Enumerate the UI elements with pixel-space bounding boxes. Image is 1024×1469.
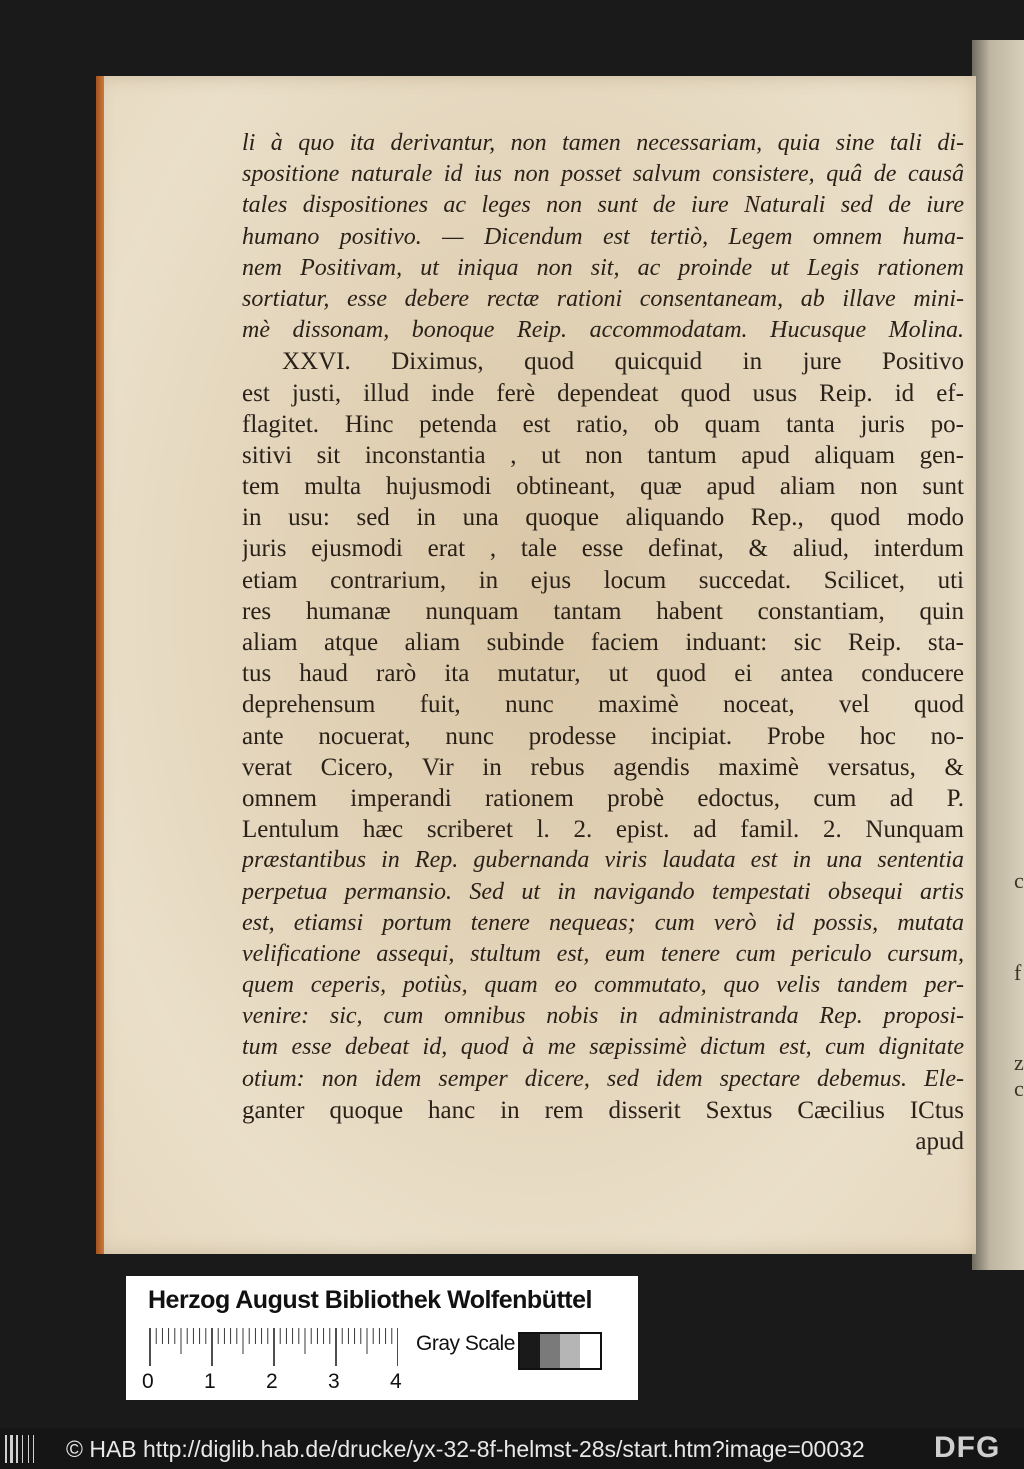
ruler-number: 4 (390, 1370, 402, 1393)
text-line: velificatione assequi, stultum est, eum tenere cum periculo cursum, (242, 940, 964, 967)
gray-swatch (580, 1334, 600, 1368)
ruler-number: 2 (266, 1370, 278, 1393)
text-line: Lentulum hæc scriberet l. 2. epist. ad famil. 2. Nunquam (242, 816, 964, 844)
ruler-number: 1 (204, 1370, 216, 1393)
footer-bar (0, 1428, 1024, 1469)
text-line: flagitet. Hinc petenda est ratio, ob quam tanta juris po- (242, 410, 964, 438)
text-line: quem ceperis, potiùs, quam eo commutato, quo velis tandem per- (242, 972, 964, 999)
page-text (242, 128, 964, 1157)
text-line: etiam contrarium, in ejus locum succedat. Scilicet, uti (242, 566, 964, 594)
text-line: li à quo ita derivantur, non tamen necessariam, quia sine tali di- (242, 130, 964, 156)
library-label (126, 1276, 638, 1400)
text-line: sortiatur, esse debere rectæ rationi consentaneam, ab illave mini- (242, 285, 964, 312)
text-line: verat Cicero, Vir in rebus agendis maximè versatus, & (242, 753, 964, 781)
page-edge (96, 76, 104, 1254)
text-line: humano positivo. — Dicendum est tertiò, Legem omnem huma- (242, 223, 964, 250)
text-line: est justi, illud inde ferè dependeat quod usus Reip. id ef- (242, 379, 964, 407)
text-line: otium: non idem semper dicere, sed idem spectare debemus. Ele- (242, 1065, 964, 1092)
next-page-fragment: c (1014, 1076, 1024, 1101)
text-line: aliam atque aliam subinde faciem induant: sic Reip. sta- (242, 629, 964, 656)
text-line: sitivi sit inconstantia , ut non tantum apud aliquam gen- (242, 441, 964, 469)
ruler-number: 0 (142, 1370, 154, 1393)
text-line: ganter quoque hanc in rem disserit Sextus Cæcilius ICtus (242, 1096, 964, 1124)
dfg-logo: DFG (934, 1431, 1001, 1464)
text-line: in usu: sed in una quoque aliquando Rep., quod modo (242, 504, 964, 532)
text-line: tales dispositiones ac leges non sunt de iure Naturali sed de iure (242, 192, 964, 219)
next-page-fragment: f (1014, 960, 1022, 985)
text-line: nem Positivam, ut iniqua non sit, ac proinde ut Legis rationem (242, 254, 964, 281)
gray-scale-label: Gray Scale (416, 1332, 515, 1355)
text-line: tem multa hujusmodi obtineant, quæ apud aliam non sunt (242, 473, 964, 501)
text-line: deprehensum fuit, nunc maximè noceat, vel quod (242, 691, 964, 719)
measurement-ruler (148, 1328, 398, 1368)
gray-swatch (560, 1334, 580, 1368)
text-line: ante nocuerat, nunc prodesse incipiat. Probe hoc no- (242, 722, 964, 750)
gray-scale-swatches (518, 1332, 602, 1370)
next-page-fragment: z (1014, 1050, 1024, 1075)
text-line: XXVI. Diximus, quod quicquid in jure Positivo (282, 348, 964, 376)
next-page-fragment: c (1014, 868, 1024, 893)
text-line: tum esse debeat id, quod à me sæpissimè dictum est, cum dignitate (242, 1034, 964, 1061)
catchword: apud (915, 1128, 964, 1155)
text-line: est, etiamsi portum tenere nequeas; cum verò id possis, mutata (242, 909, 964, 936)
copyright-url[interactable]: © HAB http://diglib.hab.de/drucke/yx-32-8f-helmst-28s/start.htm?image=00032 (66, 1436, 865, 1462)
text-line: venire: sic, cum omnibus nobis in administranda Rep. proposi- (242, 1003, 964, 1030)
text-line: spositione naturale id ius non posset salvum consistere, quâ de causâ (242, 161, 964, 188)
document-page (96, 76, 976, 1254)
next-page-edge (972, 40, 1024, 1270)
text-line: res humanæ nunquam tantam habent constantiam, quin (242, 597, 964, 625)
text-line: juris ejusmodi erat , tale esse definat, & aliud, interdum (242, 535, 964, 563)
gray-swatch (520, 1334, 540, 1368)
text-line: tus haud rarò ita mutatur, ut quod ei antea conducere (242, 660, 964, 688)
library-name: Herzog August Bibliothek Wolfenbüttel (148, 1286, 592, 1314)
barcode-icon (4, 1435, 48, 1463)
gray-swatch (540, 1334, 560, 1368)
text-line: præstantibus in Rep. gubernanda viris laudata est in una sententia (242, 847, 964, 874)
text-line: mè dissonam, bonoque Reip. accommodatam. Hucusque Molina. (242, 317, 964, 344)
text-line: perpetua permansio. Sed ut in navigando tempestati obsequi artis (242, 878, 964, 905)
text-line: omnem imperandi rationem probè edoctus, cum ad P. (242, 784, 964, 812)
ruler-number: 3 (328, 1370, 340, 1393)
